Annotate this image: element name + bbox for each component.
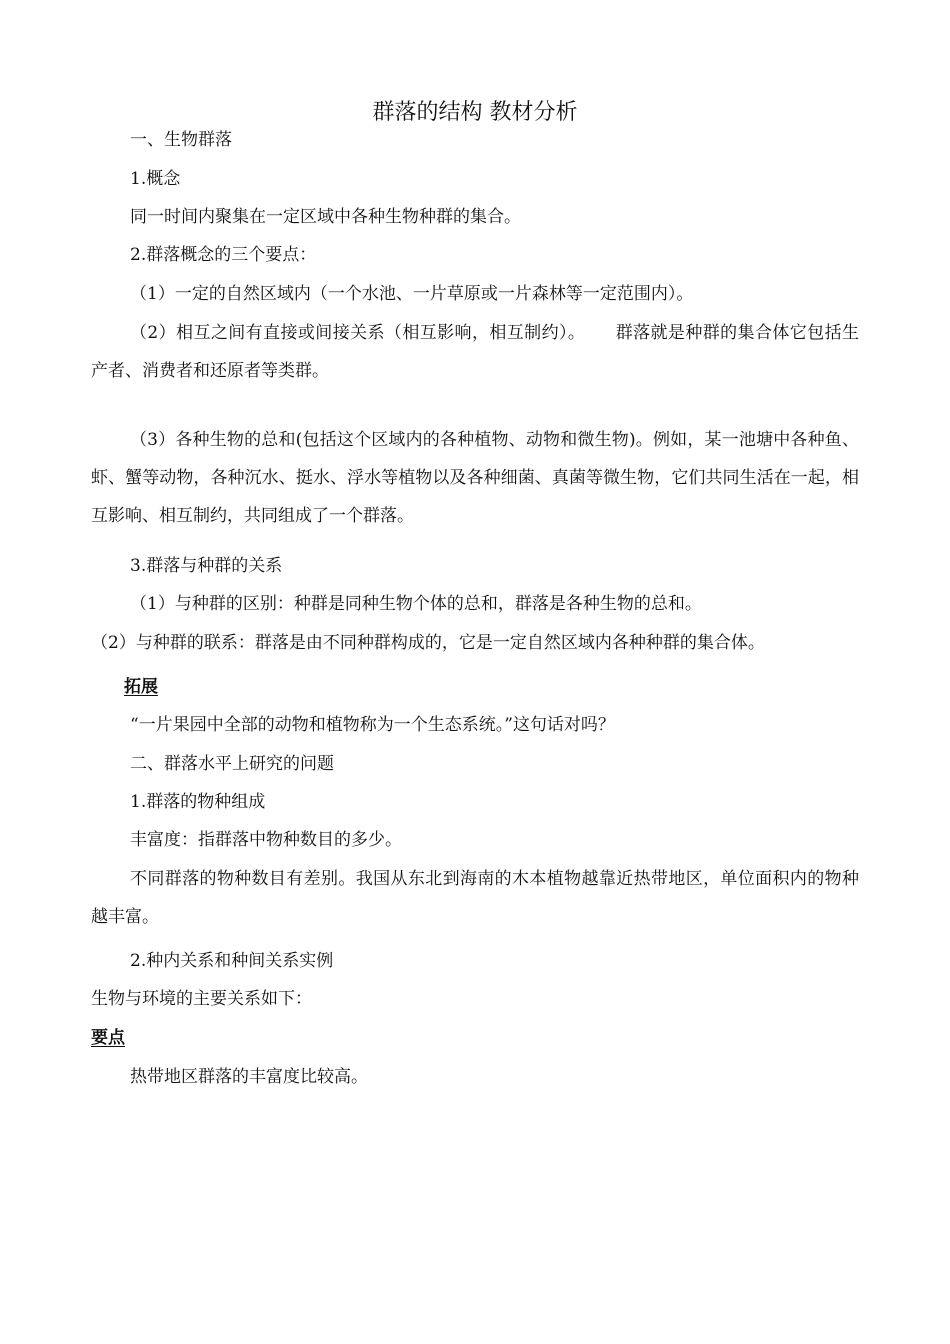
keypoint-text: 热带地区群落的丰富度比较高。: [130, 1067, 368, 1087]
relations-heading: 2.种内关系和种间关系实例: [130, 951, 334, 971]
extension-question: “一片果园中全部的动物和植物称为一个生态系统。”这句话对吗？: [130, 715, 615, 735]
document-title: 群落的结构 教材分析: [372, 100, 578, 125]
section1-heading: 一、生物群落: [130, 130, 232, 150]
points-heading: 2.群落概念的三个要点：: [130, 245, 317, 265]
richness-text: 不同群落的物种数目有差别。我国从东北到海南的木本植物越靠近热带地区，单位面积内的物种越丰富。: [91, 869, 859, 927]
relations-intro: 生物与环境的主要关系如下：: [91, 989, 312, 1009]
point-2-part1: （2）相互之间有直接或间接关系（相互影响，相互制约）。: [130, 323, 586, 343]
point-2-part2: 群落就是种群的集合体它包括生产者、消费者和还原者等类群。: [91, 323, 859, 381]
keypoint-label: 要点: [91, 1028, 125, 1048]
point-2: [91, 314, 859, 390]
concept-heading: 1.概念: [130, 169, 181, 189]
concept-text: 同一时间内聚集在一定区域中各种生物种群的集合。: [130, 207, 521, 227]
point-1: （1）一定的自然区域内（一个水池、一片草原或一片森林等一定范围内）。: [130, 284, 694, 304]
extension-label: 拓展: [124, 677, 158, 697]
relation-difference: （1）与种群的区别：种群是同种生物个体的总和，群落是各种生物的总和。: [130, 594, 702, 614]
relation-heading: 3.群落与种群的关系: [130, 556, 283, 576]
relation-link: （2）与种群的联系：群落是由不同种群构成的，它是一定自然区域内各种种群的集合体。: [91, 633, 765, 653]
species-heading: 1.群落的物种组成: [130, 792, 266, 812]
richness-definition: 丰富度：指群落中物种数目的多少。: [130, 830, 402, 850]
point-3: （3）各种生物的总和(包括这个区域内的各种植物、动物和微生物)。例如，某一池塘中各种鱼、虾、蟹等动物，各种沉水、挺水、浮水等植物以及各种细菌、真菌等微生物，它们共同生活在一起，相互影响、相互制约，共同组成了一个群落。: [91, 430, 859, 526]
section2-heading: 二、群落水平上研究的问题: [130, 754, 334, 774]
